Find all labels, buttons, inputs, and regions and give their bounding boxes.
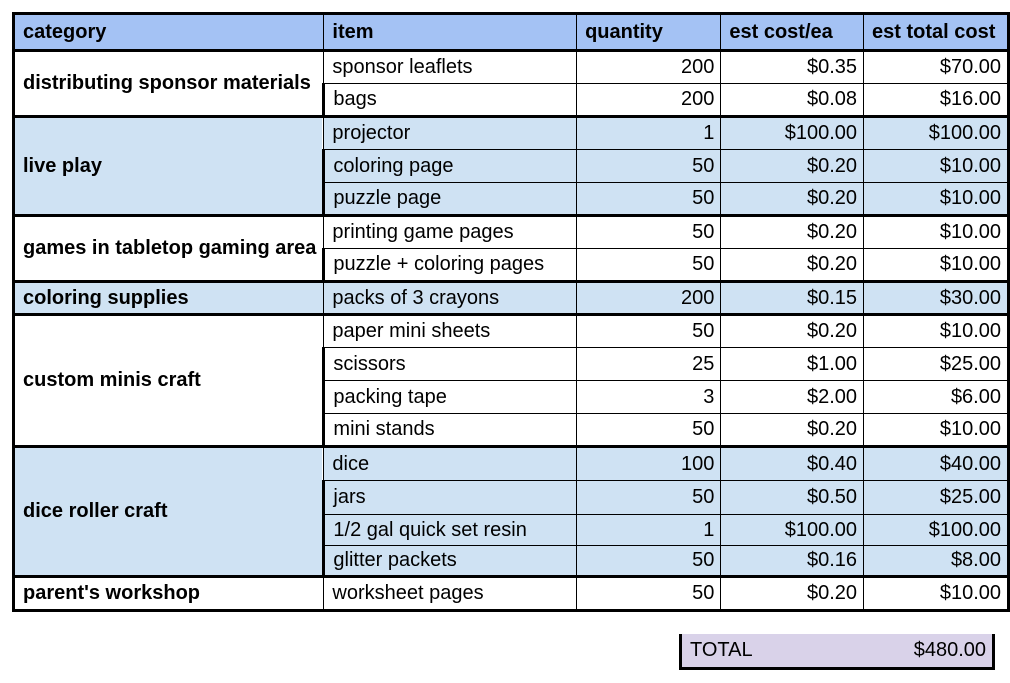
item-cell[interactable]: projector	[324, 117, 577, 150]
item-cell[interactable]: 1/2 gal quick set resin	[324, 515, 577, 546]
cost-each-cell[interactable]: $1.00	[721, 348, 864, 381]
item-cell[interactable]: glitter packets	[324, 546, 577, 577]
total-value[interactable]: $480.00	[913, 639, 986, 661]
item-cell[interactable]: printing game pages	[324, 216, 577, 249]
quantity-cell[interactable]: 100	[577, 447, 721, 481]
item-cell[interactable]: scissors	[324, 348, 577, 381]
total-cost-cell[interactable]: $6.00	[864, 381, 1009, 414]
quantity-cell[interactable]: 50	[577, 546, 721, 577]
cost-each-cell[interactable]: $0.20	[721, 216, 864, 249]
cost-each-cell[interactable]: $0.40	[721, 447, 864, 481]
cost-each-cell[interactable]: $0.20	[721, 577, 864, 611]
quantity-cell[interactable]: 50	[577, 183, 721, 216]
cost-each-cell[interactable]: $0.20	[721, 183, 864, 216]
header-total-cost[interactable]: est total cost	[864, 14, 1009, 51]
cost-each-cell[interactable]: $0.20	[721, 249, 864, 282]
category-group	[14, 117, 1009, 216]
category-cell[interactable]: dice roller craft	[14, 447, 324, 577]
total-cost-cell[interactable]: $25.00	[864, 348, 1009, 381]
category-cell[interactable]: live play	[14, 117, 324, 216]
table-row	[14, 117, 1009, 150]
item-cell[interactable]: paper mini sheets	[324, 315, 577, 348]
total-cost-cell[interactable]: $16.00	[864, 84, 1009, 117]
quantity-cell[interactable]: 50	[577, 249, 721, 282]
total-cost-cell[interactable]: $25.00	[864, 481, 1009, 515]
item-cell[interactable]: puzzle page	[324, 183, 577, 216]
quantity-cell[interactable]: 200	[577, 84, 721, 117]
total-label[interactable]: TOTAL	[690, 639, 753, 661]
total-cost-cell[interactable]: $70.00	[864, 51, 1009, 84]
cost-each-cell[interactable]: $100.00	[721, 515, 864, 546]
cost-each-cell[interactable]: $2.00	[721, 381, 864, 414]
quantity-cell[interactable]: 200	[577, 51, 721, 84]
total-cost-cell[interactable]: $40.00	[864, 447, 1009, 481]
category-group	[14, 447, 1009, 577]
total-cost-cell[interactable]: $100.00	[864, 117, 1009, 150]
category-cell[interactable]: parent's workshop	[14, 577, 324, 611]
item-cell[interactable]: jars	[324, 481, 577, 515]
category-group	[14, 577, 1009, 611]
header-cost-each[interactable]: est cost/ea	[721, 14, 864, 51]
total-cost-cell[interactable]: $100.00	[864, 515, 1009, 546]
total-cost-cell[interactable]: $8.00	[864, 546, 1009, 577]
total-cost-cell[interactable]: $10.00	[864, 315, 1009, 348]
category-cell[interactable]: custom minis craft	[14, 315, 324, 447]
table-row	[14, 315, 1009, 348]
cost-each-cell[interactable]: $0.20	[721, 414, 864, 447]
header-row	[14, 14, 1009, 51]
table-row	[14, 216, 1009, 249]
total-cost-cell[interactable]: $10.00	[864, 414, 1009, 447]
quantity-cell[interactable]: 25	[577, 348, 721, 381]
cost-each-cell[interactable]: $0.35	[721, 51, 864, 84]
table-row	[14, 282, 1009, 315]
header-item[interactable]: item	[324, 14, 577, 51]
total-row	[679, 634, 995, 670]
cost-each-cell[interactable]: $0.15	[721, 282, 864, 315]
category-group	[14, 216, 1009, 282]
total-cost-cell[interactable]: $30.00	[864, 282, 1009, 315]
quantity-cell[interactable]: 50	[577, 216, 721, 249]
total-cost-cell[interactable]: $10.00	[864, 150, 1009, 183]
quantity-cell[interactable]: 50	[577, 414, 721, 447]
budget-sheet	[12, 12, 1010, 612]
category-cell[interactable]: distributing sponsor materials	[14, 51, 324, 117]
item-cell[interactable]: coloring page	[324, 150, 577, 183]
total-cost-cell[interactable]: $10.00	[864, 249, 1009, 282]
table-row	[14, 51, 1009, 84]
category-group	[14, 315, 1009, 447]
cost-each-cell[interactable]: $0.20	[721, 150, 864, 183]
quantity-cell[interactable]: 50	[577, 577, 721, 611]
item-cell[interactable]: puzzle + coloring pages	[324, 249, 577, 282]
quantity-cell[interactable]: 200	[577, 282, 721, 315]
cost-each-cell[interactable]: $0.50	[721, 481, 864, 515]
quantity-cell[interactable]: 3	[577, 381, 721, 414]
item-cell[interactable]: sponsor leaflets	[324, 51, 577, 84]
budget-table	[12, 12, 1010, 612]
category-group	[14, 51, 1009, 117]
cost-each-cell[interactable]: $0.20	[721, 315, 864, 348]
cost-each-cell[interactable]: $0.16	[721, 546, 864, 577]
item-cell[interactable]: worksheet pages	[324, 577, 577, 611]
item-cell[interactable]: packing tape	[324, 381, 577, 414]
total-cost-cell[interactable]: $10.00	[864, 183, 1009, 216]
quantity-cell[interactable]: 1	[577, 117, 721, 150]
cost-each-cell[interactable]: $100.00	[721, 117, 864, 150]
quantity-cell[interactable]: 50	[577, 315, 721, 348]
item-cell[interactable]: packs of 3 crayons	[324, 282, 577, 315]
quantity-cell[interactable]: 1	[577, 515, 721, 546]
total-cost-cell[interactable]: $10.00	[864, 216, 1009, 249]
table-row	[14, 577, 1009, 611]
quantity-cell[interactable]: 50	[577, 150, 721, 183]
table-row	[14, 447, 1009, 481]
total-cost-cell[interactable]: $10.00	[864, 577, 1009, 611]
quantity-cell[interactable]: 50	[577, 481, 721, 515]
header-quantity[interactable]: quantity	[577, 14, 721, 51]
cost-each-cell[interactable]: $0.08	[721, 84, 864, 117]
header-category[interactable]: category	[14, 14, 324, 51]
category-cell[interactable]: games in tabletop gaming area	[14, 216, 324, 282]
item-cell[interactable]: bags	[324, 84, 577, 117]
category-group	[14, 282, 1009, 315]
item-cell[interactable]: dice	[324, 447, 577, 481]
item-cell[interactable]: mini stands	[324, 414, 577, 447]
category-cell[interactable]: coloring supplies	[14, 282, 324, 315]
